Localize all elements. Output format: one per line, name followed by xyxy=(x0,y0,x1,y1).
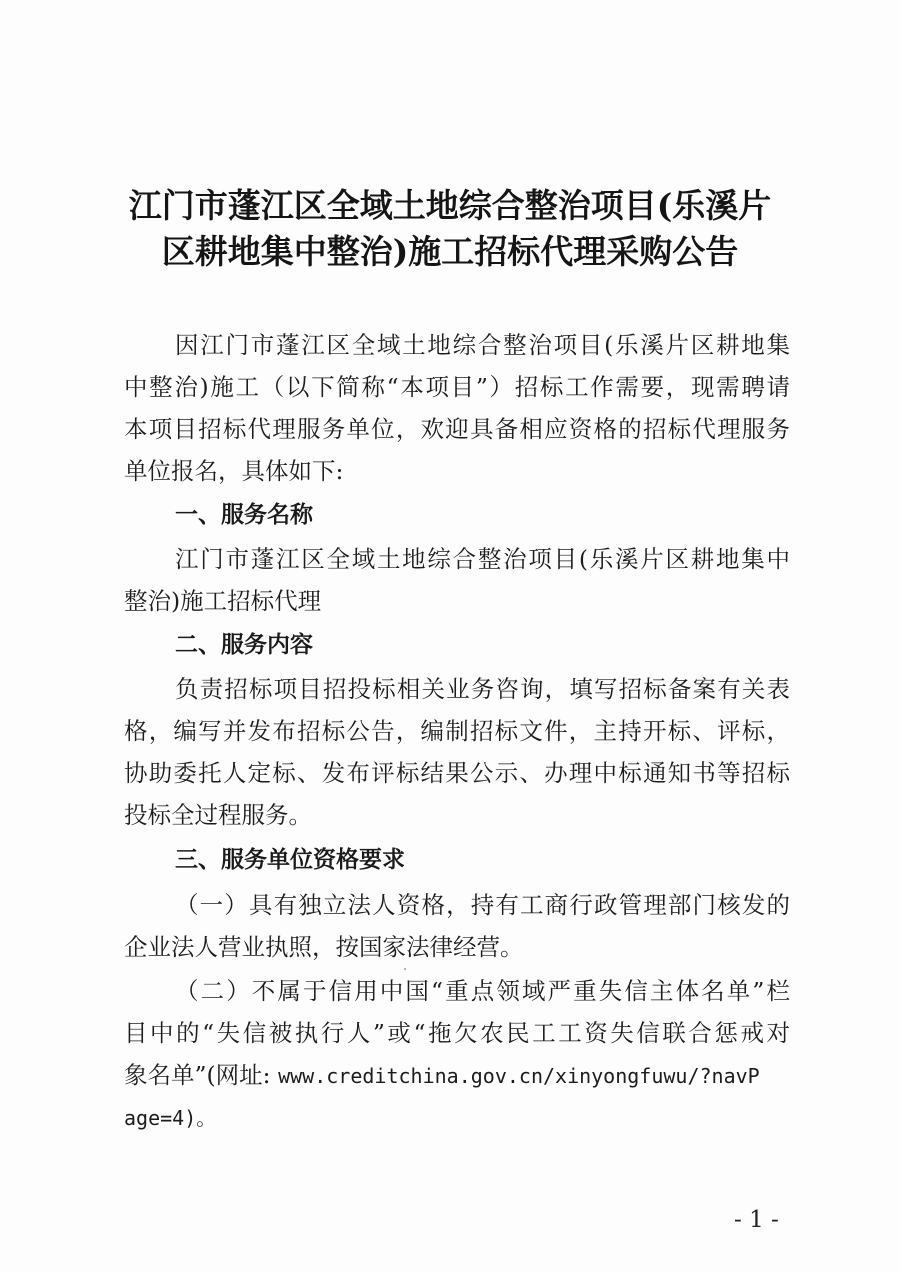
service-content-line-4: 投标全过程服务。 xyxy=(124,801,312,829)
qualification-item-1-line-2: 企业法人营业执照，按国家法律经营。 xyxy=(124,933,524,961)
intro-line-2: 中整治)施工（以下简称“本项目”）招标工作需要，现需聘请 xyxy=(124,373,790,401)
credit-china-url: www.creditchina.gov.cn/xinyongfuwu/?navP xyxy=(278,1064,760,1088)
qualification-item-2-line-4 xyxy=(124,1097,790,1138)
document-title-line-1: 江门市蓬江区全域土地综合整治项目(乐溪片 xyxy=(128,186,772,225)
document-title-line-2: 区耕地集中整治)施工招标代理采购公告 xyxy=(161,232,739,271)
service-content-line-2: 格，编写并发布招标公告，编制招标文件，主持开标、评标， xyxy=(124,717,790,745)
qualification-item-2-line-3 xyxy=(124,1055,790,1096)
qualification-item-2-line-2: 目中的“失信被执行人”或“拖欠农民工工资失信联合惩戒对 xyxy=(124,1019,790,1047)
section-heading-service-content: 二、服务内容 xyxy=(175,632,313,658)
service-name-line-2: 整治)施工招标代理 xyxy=(124,587,322,615)
intro-line-3: 本项目招标代理服务单位，欢迎具备相应资格的招标代理服务 xyxy=(124,415,790,443)
qualification-item-1-line-1: （一）具有独立法人资格，持有工商行政管理部门核发的 xyxy=(175,891,790,919)
page-number: - 1 - xyxy=(734,1207,779,1233)
scan-speck xyxy=(404,968,406,970)
section-heading-qualification: 三、服务单位资格要求 xyxy=(175,847,405,873)
intro-line-4: 单位报名，具体如下: xyxy=(124,457,344,485)
section-heading-service-name: 一、服务名称 xyxy=(175,502,313,528)
service-content-line-1: 负责招标项目招投标相关业务咨询，填写招标备案有关表 xyxy=(175,675,790,703)
service-name-line-1: 江门市蓬江区全域土地综合整治项目(乐溪片区耕地集中 xyxy=(175,545,790,573)
qualification-item-2-line-1: （二）不属于信用中国“重点领域严重失信主体名单”栏 xyxy=(175,977,790,1005)
intro-line-1: 因江门市蓬江区全域土地综合整治项目(乐溪片区耕地集 xyxy=(175,331,790,359)
service-content-line-3: 协助委托人定标、发布评标结果公示、办理中标通知书等招标 xyxy=(124,759,790,787)
url-tail: age=4)。 xyxy=(124,1106,217,1130)
url-label: 象名单”(网址: xyxy=(124,1061,279,1089)
